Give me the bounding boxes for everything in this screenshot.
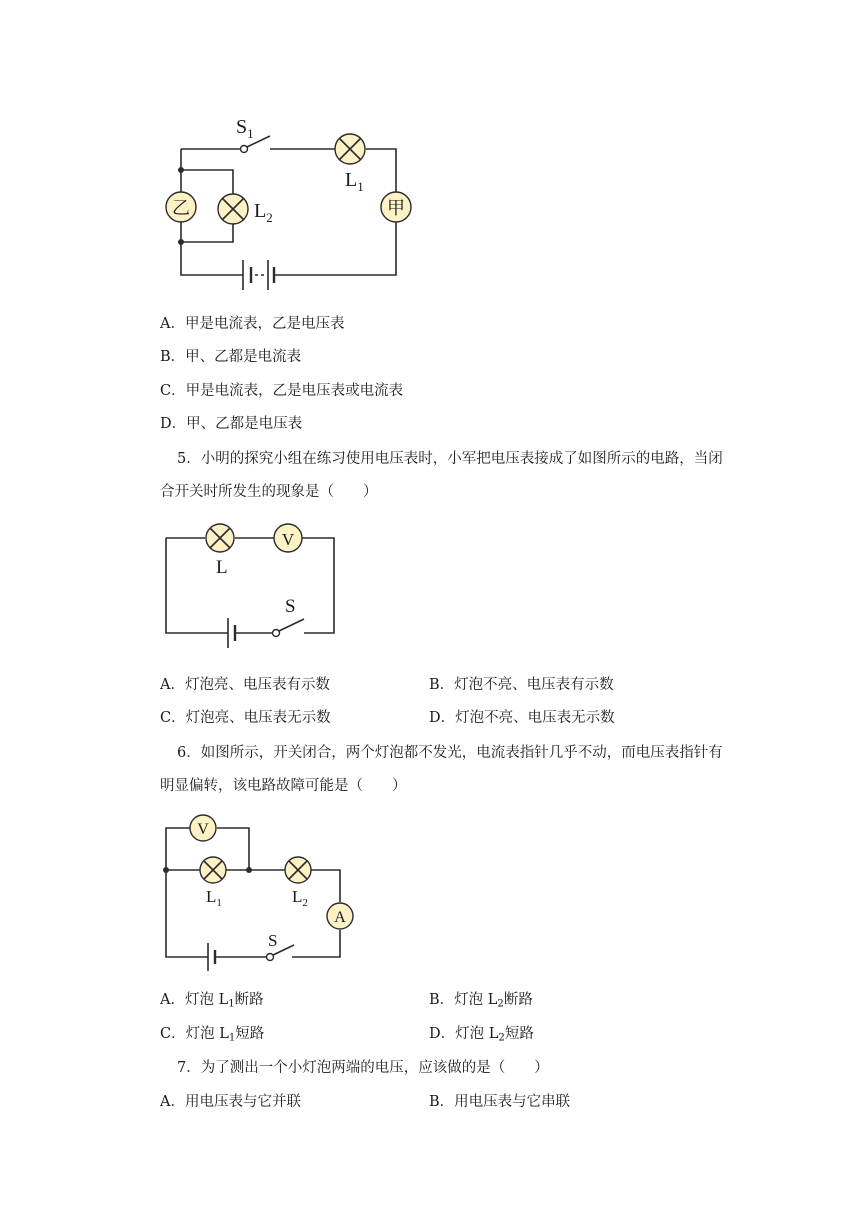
label-l: L — [216, 557, 228, 578]
q6-stem-line1: 6．如图所示，开关闭合，两个灯泡都不发光，电流表指针几乎不动，而电压表指针有 — [177, 745, 723, 761]
q4-option-c: C．甲是电流表，乙是电压表或电流表 — [160, 383, 404, 399]
q4-option-b: B．甲、乙都是电流表 — [160, 349, 302, 365]
q4-option-d: D．甲、乙都是电压表 — [160, 416, 303, 432]
q5-option-c: C．灯泡亮、电压表无示数 — [160, 710, 331, 726]
label-l2: $L_2$ — [254, 200, 273, 225]
label-a: A — [334, 909, 346, 926]
q7-option-b: B．用电压表与它串联 — [429, 1094, 571, 1110]
q6-option-d: D．灯泡 $L_2$短路 — [429, 1026, 534, 1044]
label-s: S — [268, 931, 278, 950]
label-l2: $L_2$ — [292, 887, 308, 909]
label-l1: $L_1$ — [206, 887, 222, 909]
label-v: V — [197, 821, 209, 838]
q7-stem: 7．为了测出一个小灯泡两端的电压，应该做的是（ ） — [177, 1060, 549, 1076]
lamp-l2-icon — [285, 857, 311, 883]
label-l1: $L_1$ — [345, 169, 364, 194]
q6-option-c: C．灯泡 $L_1$短路 — [160, 1026, 265, 1044]
label-v: V — [281, 530, 295, 549]
q5-option-b: B．灯泡不亮、电压表有示数 — [429, 677, 614, 693]
label-yi: 乙 — [172, 198, 190, 218]
q5-option-a: A．灯泡亮、电压表有示数 — [160, 677, 330, 693]
q6-option-b: B．灯泡 $L_2$断路 — [429, 992, 533, 1010]
lamp-l1-icon — [200, 857, 226, 883]
q7-option-a: A．用电压表与它并联 — [160, 1094, 301, 1110]
q6-option-a: A．灯泡 $L_1$断路 — [160, 992, 264, 1010]
q5-stem-line1: 5．小明的探究小组在练习使用电压表时，小军把电压表接成了如图所示的电路，当闭 — [177, 451, 723, 467]
q5-stem-line2: 合开关时所发生的现象是（ ） — [160, 484, 378, 500]
label-s: S — [285, 596, 296, 617]
q5-option-d: D．灯泡不亮、电压表无示数 — [429, 710, 615, 726]
label-jia: 甲 — [387, 198, 405, 218]
q6-stem-line2: 明显偏转，该电路故障可能是（ ） — [160, 778, 407, 794]
label-s1: $S_1$ — [236, 116, 254, 141]
q4-option-a: A．甲是电流表，乙是电压表 — [160, 316, 345, 332]
